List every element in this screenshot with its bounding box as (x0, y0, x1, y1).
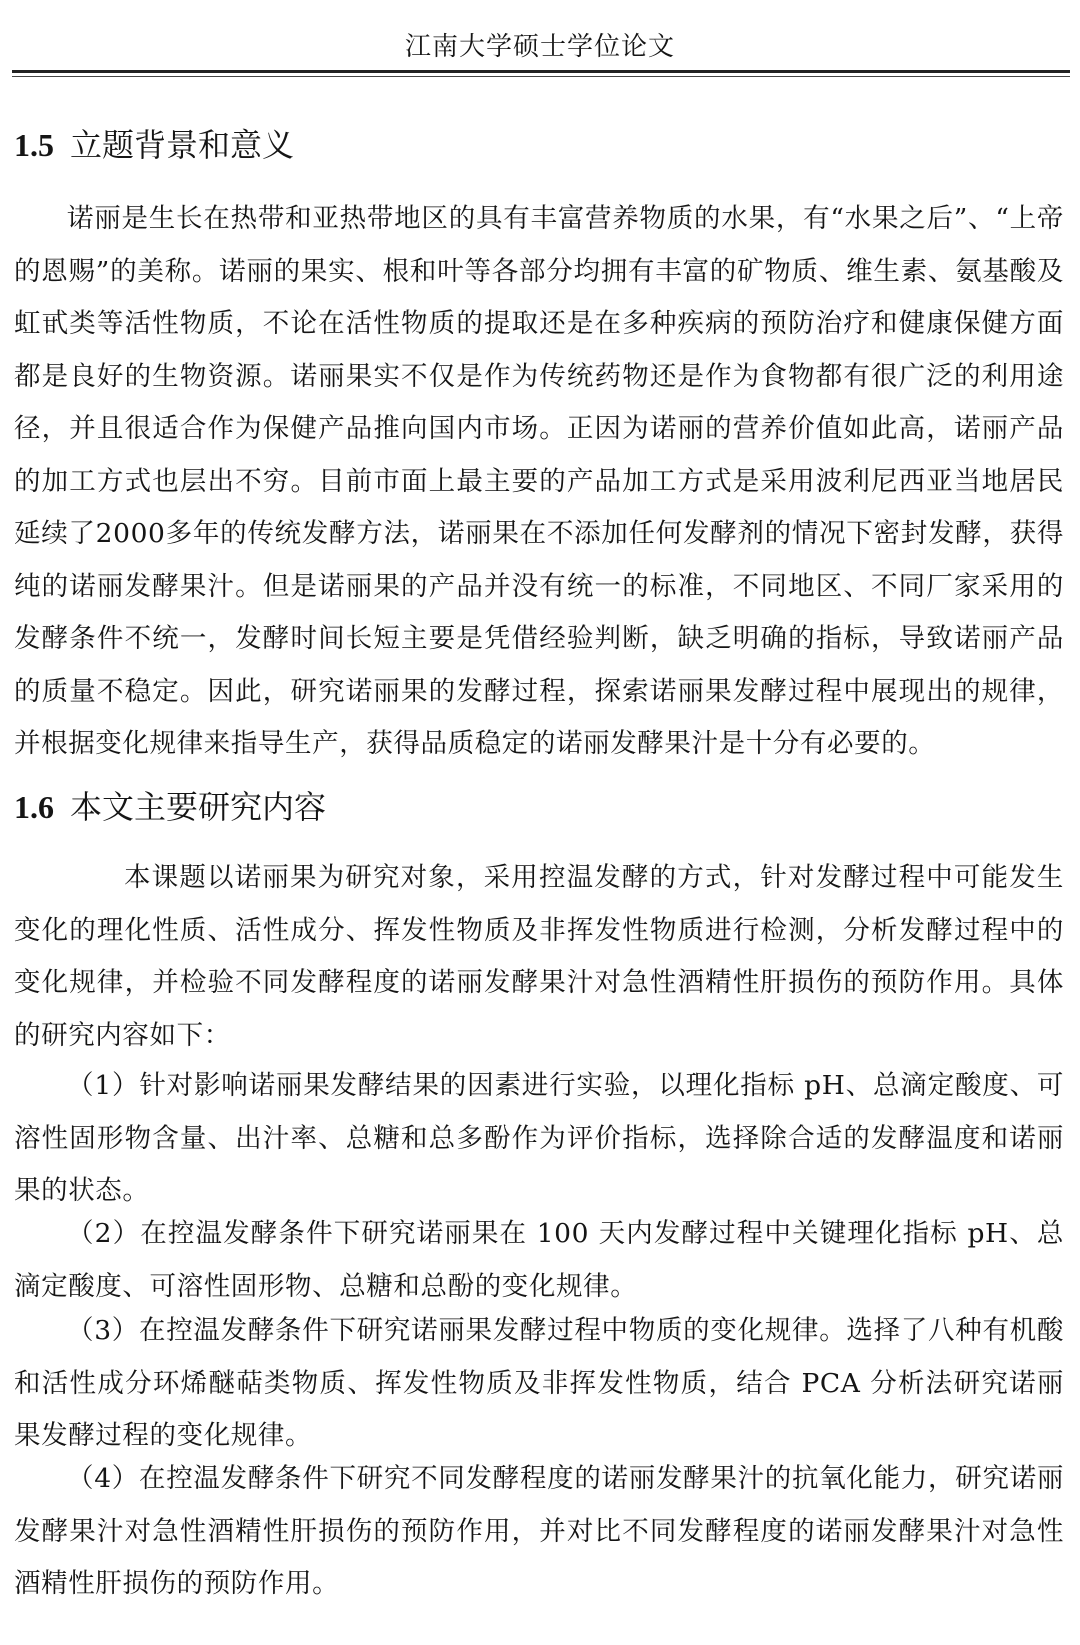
section-number: 1.5 (14, 127, 54, 163)
research-intro-paragraph: 本课题以诺丽果为研究对象，采用控温发酵的方式，针对发酵过程中可能发生变化的理化性质、活性成分、挥发性物质及非挥发性物质进行检测，分析发酵过程中的变化规律，并检验不同发酵程度的诺丽发酵果汁对急性酒精性肝损伤的预防作用。具体的研究内容如下： (14, 862, 1064, 1051)
research-item: （2）在控温发酵条件下研究诺丽果在 100 天内发酵过程中关键理化指标 pH、总滴定酸度、可溶性固形物、总糖和总酚的变化规律。 (14, 1218, 1064, 1302)
section-heading-1-6 (14, 786, 326, 828)
research-item: （3）在控温发酵条件下研究诺丽果发酵过程中物质的变化规律。选择了八种有机酸和活性成分环烯醚萜类物质、挥发性物质及非挥发性物质，结合 PCA 分析法研究诺丽果发酵过程的变化规律。 (14, 1315, 1064, 1451)
header-rule (12, 70, 1070, 73)
research-item: （1）针对影响诺丽果发酵结果的因素进行实验，以理化指标 pH、总滴定酸度、可溶性固形物含量、出汁率、总糖和总多酚作为评价指标，选择除合适的发酵温度和诺丽果的状态。 (14, 1070, 1065, 1206)
background-paragraph: 诺丽是生长在热带和亚热带地区的具有丰富营养物质的水果，有“水果之后”、“上帝的恩赐”的美称。诺丽的果实、根和叶等各部分均拥有丰富的矿物质、维生素、氨基酸及虹甙类等活性物质，不论在活性物质的提取还是在多种疾病的预防治疗和健康保健方面都是良好的生物资源。诺丽果实不仅是作为传统药物还是作为食物都有很广泛的利用途径，并且很适合作为保健产品推向国内市场。正因为诺丽的营养价值如此高，诺丽产品的加工方式也层出不穷。目前市面上最主要的产品加工方式是采用波利尼西亚当地居民延续了2000多年的传统发酵方法，诺丽果在不添加任何发酵剂的情况下密封发酵，获得纯的诺丽发酵果汁。但是诺丽果的产品并没有统一的标准，不同地区、不同厂家采用的发酵条件不统一，发酵时间长短主要是凭借经验判断，缺乏明确的指标，导致诺丽产品的质量不稳定。因此，研究诺丽果的发酵过程，探索诺丽果发酵过程中展现出的规律，并根据变化规律来指导生产，获得品质稳定的诺丽发酵果汁是十分有必要的。 (14, 203, 1064, 759)
section-number: 1.6 (14, 789, 54, 825)
running-header: 江南大学硕士学位论文 (404, 32, 675, 62)
header-rule-thin (12, 76, 1070, 77)
section-title: 立题背景和意义 (70, 126, 295, 164)
research-item: （4）在控温发酵条件下研究不同发酵程度的诺丽发酵果汁的抗氧化能力，研究诺丽发酵果汁对急性酒精性肝损伤的预防作用，并对比不同发酵程度的诺丽发酵果汁对急性酒精性肝损伤的预防作用。 (14, 1463, 1064, 1599)
section-heading-1-5 (14, 124, 294, 166)
section-title: 本文主要研究内容 (70, 788, 327, 826)
